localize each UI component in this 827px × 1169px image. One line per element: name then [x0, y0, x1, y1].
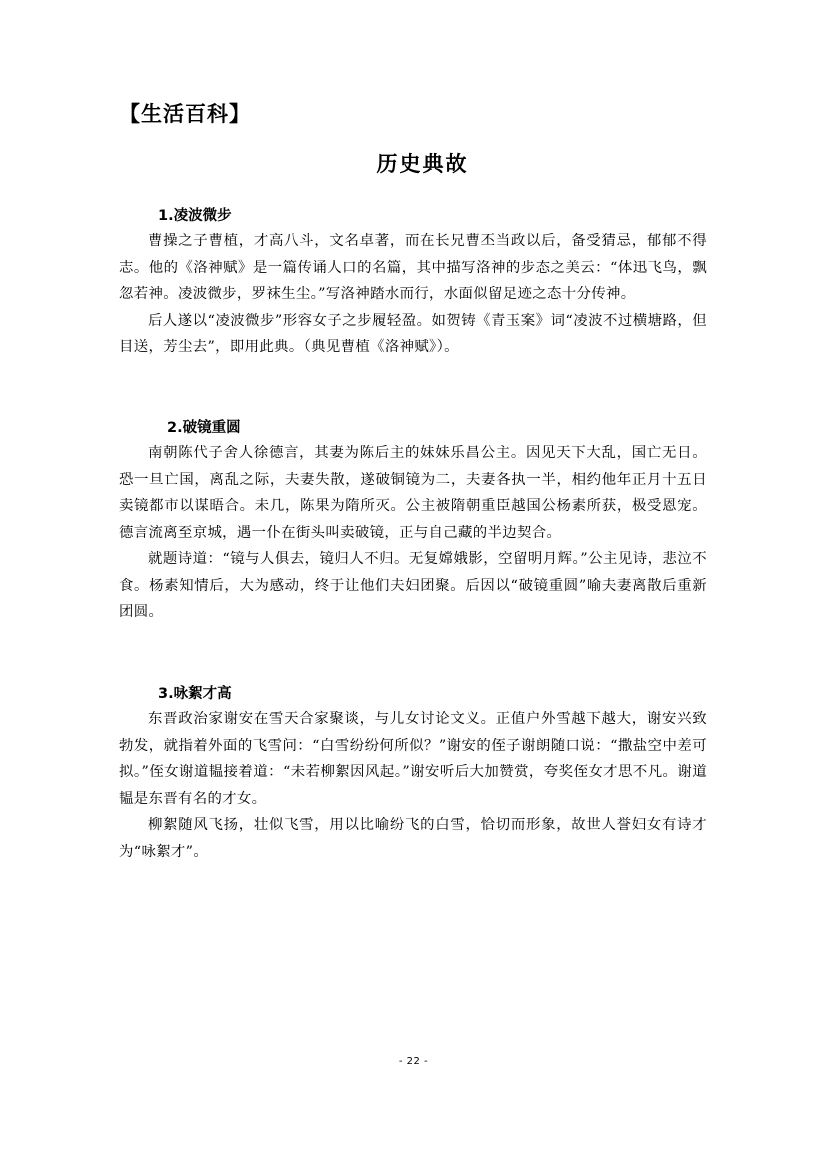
- page-title: 历史典故: [376, 152, 469, 176]
- story-heading: 1.凌波微步: [158, 208, 232, 224]
- story-heading: 2.破镜重圆: [167, 420, 241, 436]
- story-paragraph: 柳絮随风飞扬，壮似飞雪，用以比喻纷飞的白雪，恰切而形象，故世人誉妇女有诗才为“咏絮才”。: [119, 817, 707, 860]
- story-pojing-chongyuan: [119, 418, 707, 626]
- story-paragraph: 就题诗道：“镜与人俱去，镜归人不归。无复嫦娥影，空留明月辉。”公主见诗，悲泣不食。杨素知情后，大为感动，终于让他们夫妇团聚。后因以“破镜重圆”喻夫妻离散后重新团圆。: [119, 551, 707, 620]
- story-heading: 3.咏絮才高: [158, 686, 232, 702]
- story-yongxu-caigao: [119, 684, 707, 865]
- page-number: - 22 -: [398, 1056, 429, 1067]
- story-lingbo-weibu: [119, 206, 707, 361]
- story-paragraph: 曹操之子曹植，才高八斗，文名卓著，而在长兄曹丕当政以后，备受猜忌，郁郁不得志。他的《洛神赋》是一篇传诵人口的名篇，其中描写洛神的步态之美云：“体迅飞鸟，飘忽若神。凌波微步，罗袜生尘。”写洛神踏水而行，水面似留足迹之态十分传神。: [119, 233, 707, 302]
- story-paragraph: 后人遂以“凌波微步”形容女子之步履轻盈。如贺铸《青玉案》词“凌波不过横塘路，但目送，芳尘去”，即用此典。（典见曹植《洛神赋》）。: [119, 312, 707, 355]
- story-paragraph: 东晋政治家谢安在雪天合家聚谈，与儿女讨论文义。正值户外雪越下越大，谢安兴致勃发，就指着外面的飞雪问：“白雪纷纷何所似？”谢安的侄子谢朗随口说：“撒盐空中差可拟。”侄女谢道韫接着道：“未若柳絮因风起。”谢安听后大加赞赏，夸奖侄女才思不凡。谢道韫是东晋有名的才女。: [119, 711, 707, 807]
- section-tag: 【生活百科】: [119, 102, 251, 126]
- story-paragraph: 南朝陈代子舍人徐德言，其妻为陈后主的妹妹乐昌公主。因见天下大乱，国亡无日。恐一旦亡国，离乱之际，夫妻失散，遂破铜镜为二，夫妻各执一半，相约他年正月十五日卖镜都市以谋晤合。未几，陈果为隋所灭。公主被隋朝重臣越国公杨素所获，极受恩宠。德言流离至京城，遇一仆在街头叫卖破镜，正与自己藏的半边契合。: [119, 445, 707, 541]
